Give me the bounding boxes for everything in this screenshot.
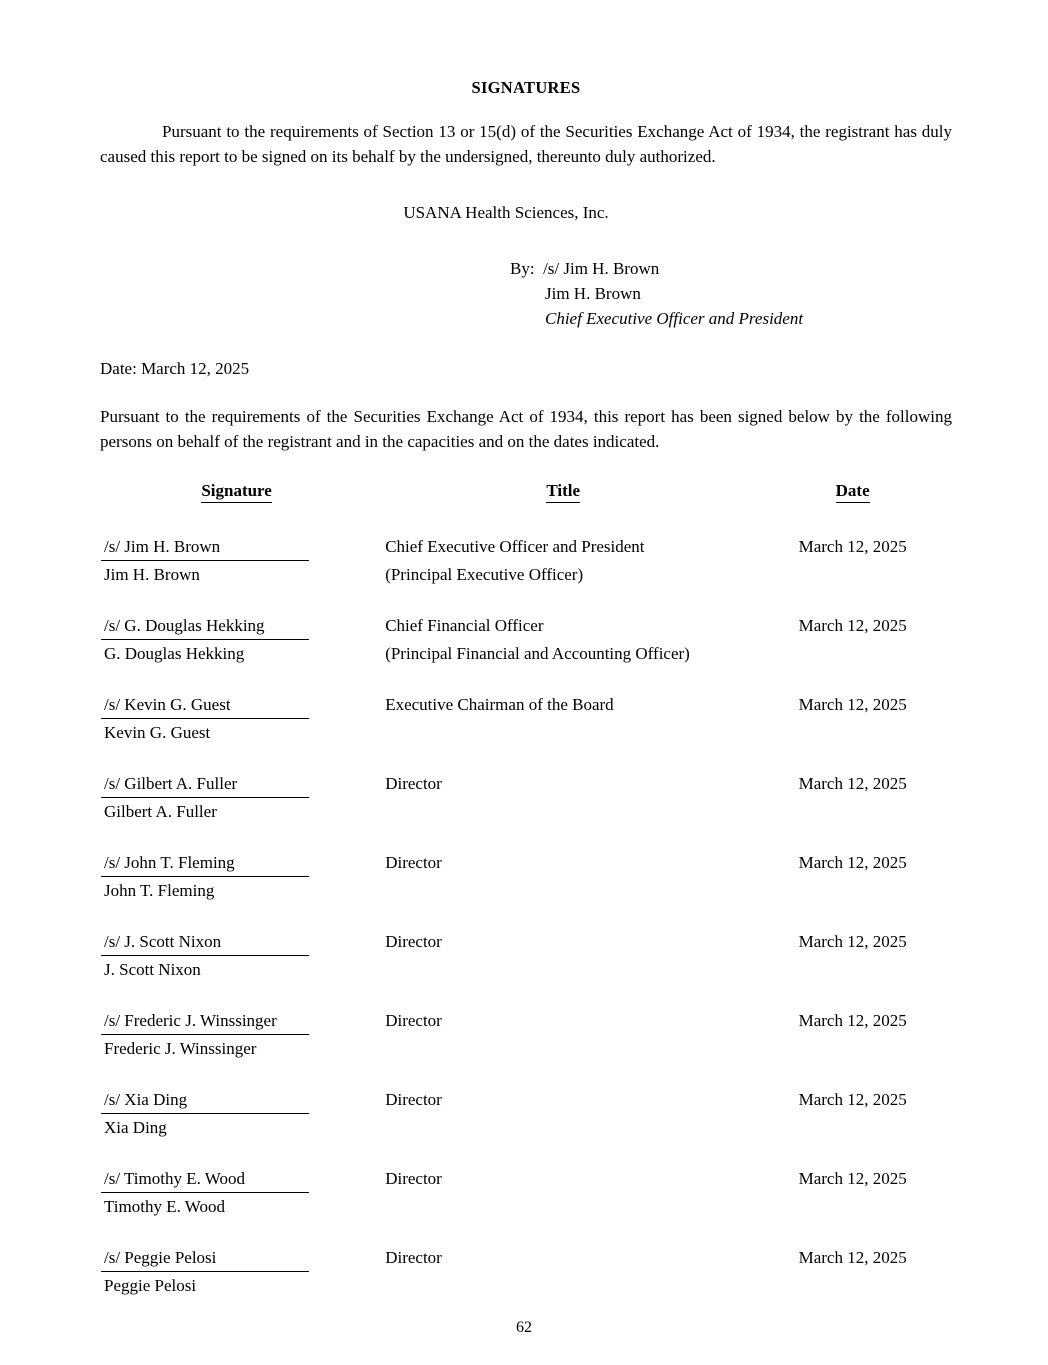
signatory-printed-name: Frederic J. Winssinger bbox=[104, 1039, 257, 1059]
table-header-row bbox=[100, 480, 952, 507]
signature-table bbox=[100, 480, 952, 1297]
signature-line: /s/ Gilbert A. Fuller bbox=[101, 774, 309, 798]
signatory-printed-name: Kevin G. Guest bbox=[104, 723, 211, 743]
table-row bbox=[100, 507, 952, 586]
column-header-title bbox=[373, 480, 753, 507]
signatory-printed-name: G. Douglas Hekking bbox=[104, 644, 245, 664]
date-cell: March 12, 2025 bbox=[798, 695, 907, 715]
signature-cell bbox=[100, 823, 373, 902]
signature-cell bbox=[100, 665, 373, 744]
signing-date: Date: March 12, 2025 bbox=[100, 359, 250, 379]
column-header-signature bbox=[100, 480, 373, 507]
date-cell: March 12, 2025 bbox=[798, 537, 907, 557]
paragraph-authorization bbox=[100, 120, 952, 169]
table-row bbox=[100, 586, 952, 665]
title-cell bbox=[373, 665, 753, 744]
signatory-title: Executive Chairman of the Board bbox=[385, 695, 614, 715]
signature-cell bbox=[100, 586, 373, 665]
by-title: Chief Executive Officer and President bbox=[545, 308, 804, 328]
table-row bbox=[100, 744, 952, 823]
company-name: USANA Health Sciences, Inc. bbox=[403, 203, 609, 223]
signature-line: /s/ John T. Fleming bbox=[101, 853, 309, 877]
date-cell: March 12, 2025 bbox=[798, 932, 907, 952]
signatory-title: Director bbox=[385, 1248, 442, 1268]
signatory-printed-name: Timothy E. Wood bbox=[104, 1197, 225, 1217]
column-header-date bbox=[753, 480, 952, 507]
signatory-title: Chief Executive Officer and President bbox=[385, 537, 645, 557]
table-row bbox=[100, 1218, 952, 1297]
table-row bbox=[100, 1139, 952, 1218]
by-label: By: bbox=[510, 259, 535, 279]
paragraph-signatories-text: Pursuant to the requirements of the Securities Exchange Act of 1934, this report has been signed below by the following persons on behalf of the registrant and in the capacities and on the dates indicated. bbox=[100, 407, 952, 451]
signature-cell bbox=[100, 744, 373, 823]
table-row bbox=[100, 1060, 952, 1139]
page-title: SIGNATURES bbox=[471, 78, 581, 97]
signature-line: /s/ Timothy E. Wood bbox=[101, 1169, 309, 1193]
signature-cell bbox=[100, 1060, 373, 1139]
title-cell bbox=[373, 823, 753, 902]
title-cell bbox=[373, 744, 753, 823]
column-header-date-label: Date bbox=[836, 481, 870, 503]
signature-line: /s/ Jim H. Brown bbox=[101, 537, 309, 561]
date-cell: March 12, 2025 bbox=[798, 1090, 907, 1110]
title-cell bbox=[373, 981, 753, 1060]
signature-block-by bbox=[100, 257, 952, 331]
table-row bbox=[100, 902, 952, 981]
page-number: 62 bbox=[516, 1319, 532, 1336]
signature-cell bbox=[100, 1218, 373, 1297]
signature-line: /s/ J. Scott Nixon bbox=[101, 932, 309, 956]
date-cell: March 12, 2025 bbox=[798, 1248, 907, 1268]
title-cell bbox=[373, 507, 753, 586]
signatory-printed-name: John T. Fleming bbox=[104, 881, 215, 901]
signature-line: /s/ G. Douglas Hekking bbox=[101, 616, 309, 640]
signature-table-body bbox=[100, 507, 952, 1297]
title-cell bbox=[373, 1060, 753, 1139]
signatory-title: Director bbox=[385, 1169, 442, 1189]
paragraph-authorization-text: Pursuant to the requirements of Section 13 or 15(d) of the Securities Exchange Act of 1934, the registrant has duly caused this report to be signed on its behalf by the undersigned, thereunto duly authorized. bbox=[100, 122, 952, 166]
signature-line: /s/ Xia Ding bbox=[101, 1090, 309, 1114]
column-header-signature-label: Signature bbox=[201, 481, 272, 503]
signature-table-head bbox=[100, 480, 952, 507]
signature-line: /s/ Peggie Pelosi bbox=[101, 1248, 309, 1272]
signatory-title: Director bbox=[385, 1090, 442, 1110]
signatory-title-sub: (Principal Financial and Accounting Officer) bbox=[385, 644, 690, 664]
date-cell: March 12, 2025 bbox=[798, 1169, 907, 1189]
by-signature: /s/ Jim H. Brown bbox=[543, 259, 660, 279]
signatory-title-sub: (Principal Executive Officer) bbox=[385, 565, 584, 585]
signatory-printed-name: Xia Ding bbox=[104, 1118, 167, 1138]
signature-cell bbox=[100, 1139, 373, 1218]
signatory-printed-name: Jim H. Brown bbox=[104, 565, 200, 585]
signature-line: /s/ Kevin G. Guest bbox=[101, 695, 309, 719]
signatory-title: Chief Financial Officer bbox=[385, 616, 544, 636]
title-cell bbox=[373, 1218, 753, 1297]
column-header-title-label: Title bbox=[546, 481, 580, 503]
date-cell: March 12, 2025 bbox=[798, 616, 907, 636]
signature-cell bbox=[100, 981, 373, 1060]
title-cell bbox=[373, 586, 753, 665]
title-cell bbox=[373, 1139, 753, 1218]
title-cell bbox=[373, 902, 753, 981]
signature-cell bbox=[100, 902, 373, 981]
signatory-title: Director bbox=[385, 1011, 442, 1031]
date-cell: March 12, 2025 bbox=[798, 1011, 907, 1031]
table-row bbox=[100, 823, 952, 902]
signatory-printed-name: Peggie Pelosi bbox=[104, 1276, 197, 1296]
paragraph-signatories bbox=[100, 405, 952, 454]
signature-cell bbox=[100, 507, 373, 586]
signatory-printed-name: J. Scott Nixon bbox=[104, 960, 201, 980]
signatory-title: Director bbox=[385, 853, 442, 873]
date-cell: March 12, 2025 bbox=[798, 774, 907, 794]
date-cell: March 12, 2025 bbox=[798, 853, 907, 873]
table-row bbox=[100, 665, 952, 744]
signatory-printed-name: Gilbert A. Fuller bbox=[104, 802, 217, 822]
signature-line: /s/ Frederic J. Winssinger bbox=[101, 1011, 309, 1035]
by-line bbox=[510, 257, 952, 282]
signatory-title: Director bbox=[385, 932, 442, 952]
signatory-title: Director bbox=[385, 774, 442, 794]
table-row bbox=[100, 981, 952, 1060]
by-printed-name: Jim H. Brown bbox=[545, 283, 641, 303]
